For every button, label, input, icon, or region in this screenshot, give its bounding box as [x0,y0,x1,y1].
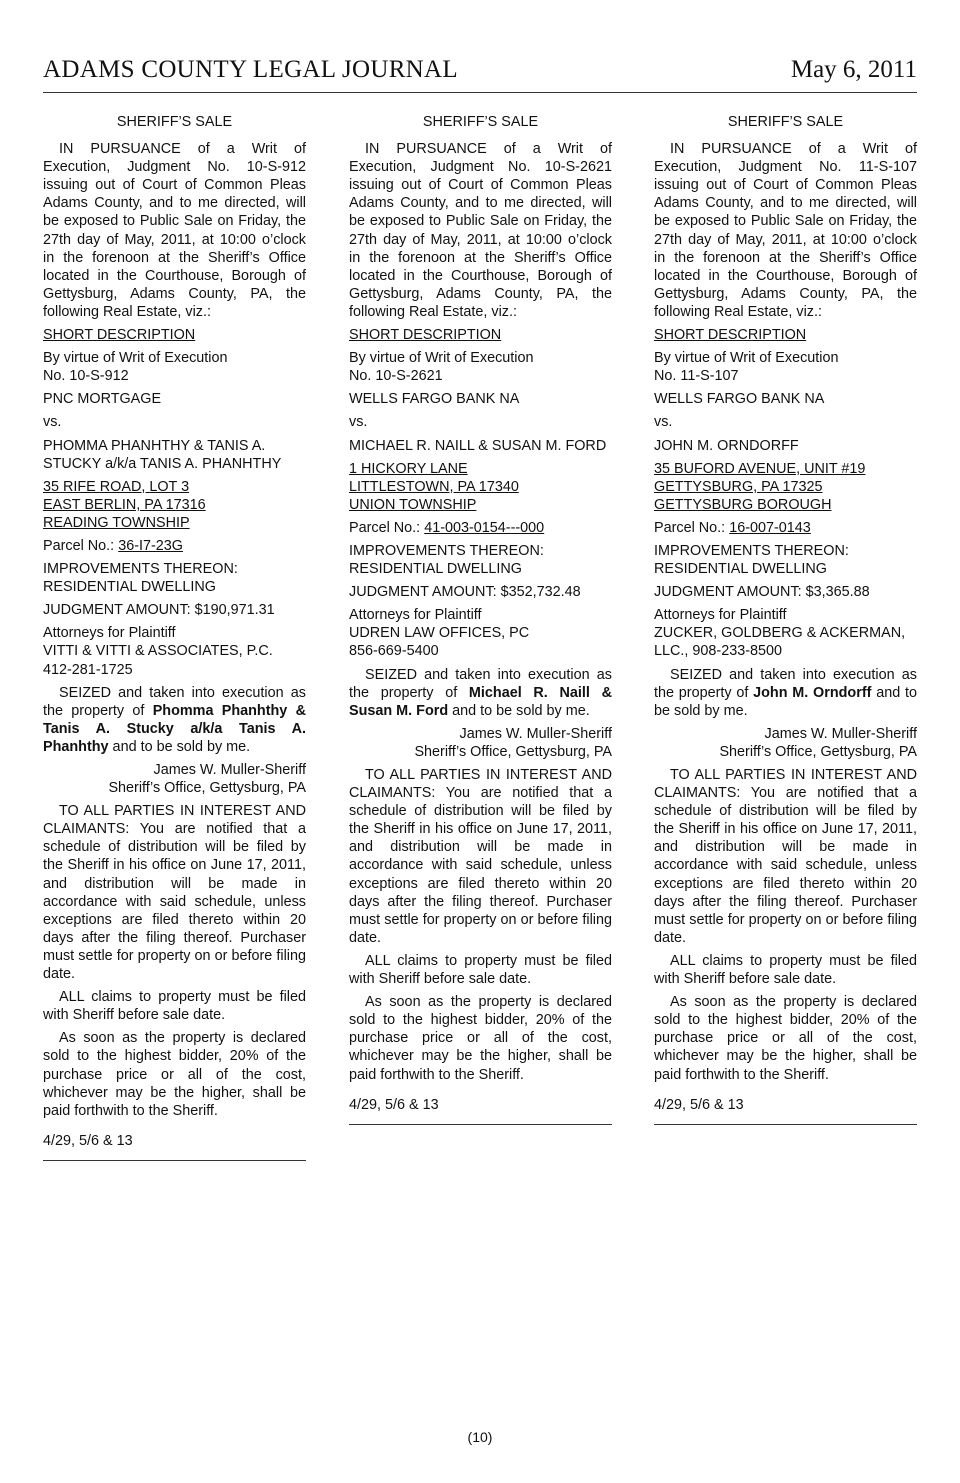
sheriff-sale-notice [349,113,612,1125]
attorney-line: Attorneys for Plaintiff [43,625,176,642]
writ-number: No. 10-S-912 [43,368,129,385]
notice-intro: IN PURSUANCE of a Writ of Execution, Judgment No. 10-S-912 issuing out of Court of Common Pleas Adams County, and to me directed, will be exposed to Public Sale on Friday, the 27th day of May, 2011, at 10:00 o’clock in the forenoon at the Sheriff’s Office located in the Courthouse, Borough of Gettysburg, Adams County, PA, the following Real Estate, viz.: [43,141,306,320]
judgment-amount: JUDGMENT AMOUNT: $190,971.31 [43,602,275,619]
seizure-statement [43,684,306,756]
parties-notice: TO ALL PARTIES IN INTEREST AND CLAIMANTS: You are notified that a schedule of distribution will be filed by the Sheriff in his office on June 17, 2011, and distribution will be made in accordance with said schedule, unless exceptions are filed thereto within 20 days after the filing thereof. Purchaser must settle for property on or before filing date. [654,767,917,946]
attorney-line: UDREN LAW OFFICES, PC [349,625,530,642]
publication-dates: 4/29, 5/6 & 13 [654,1096,744,1113]
publication-dates: 4/29, 5/6 & 13 [43,1132,133,1149]
short-description-heading: SHORT DESCRIPTION [654,327,807,344]
sheriff-signature [654,725,917,761]
property-address-line: GETTYSBURG, PA 17325 [654,478,823,495]
parcel-label: Parcel No.: [654,519,730,536]
property-address-line: GETTYSBURG BOROUGH [654,496,832,513]
versus: vs. [349,414,368,431]
attorney-line: ZUCKER, GOLDBERG & ACKERMAN, LLC., 908-233-8500 [654,625,906,660]
sheriff-office: Sheriff’s Office, Gettysburg, PA [719,743,917,760]
versus: vs. [43,414,62,431]
property-address [349,460,612,514]
attorneys [654,606,917,660]
sheriff-signature [43,761,306,797]
improvements-line: IMPROVEMENTS THEREON: [43,561,238,578]
bidder-notice: As soon as the property is declared sold to the highest bidder, 20% of the purchase price or all of the cost, whichever may be the higher, shall be paid forthwith to the Sheriff. [43,1030,306,1119]
property-address-line: 1 HICKORY LANE [349,460,468,477]
versus: vs. [654,414,673,431]
notice-divider [43,1160,306,1161]
bidder-notice: As soon as the property is declared sold to the highest bidder, 20% of the purchase price or all of the cost, whichever may be the higher, shall be paid forthwith to the Sheriff. [654,994,917,1083]
judgment-amount: JUDGMENT AMOUNT: $352,732.48 [349,584,581,601]
seizure-text-end: and to be sold by me. [108,738,251,755]
defendant: MICHAEL R. NAILL & SUSAN M. FORD [349,437,607,454]
improvements-line: IMPROVEMENTS THEREON: [654,542,849,559]
improvements-line: RESIDENTIAL DWELLING [654,561,827,578]
seized-owner: Phomma Phanhthy & Tanis A. Stucky a/k/a Tanis A. Phanhthy [43,702,306,755]
parties-notice: TO ALL PARTIES IN INTEREST AND CLAIMANTS: You are notified that a schedule of distribution will be filed by the Sheriff in his office on June 17, 2011, and distribution will be made in accordance with said schedule, unless exceptions are filed thereto within 20 days after the filing thereof. Purchaser must settle for property on or before filing date. [349,767,612,946]
sheriff-name: James W. Muller-Sheriff [153,762,306,778]
parcel-label: Parcel No.: [43,537,119,554]
parcel-label: Parcel No.: [349,519,425,536]
sheriff-sale-notice [43,113,306,1161]
sheriff-sale-notice [654,113,917,1125]
improvements [43,560,306,596]
sheriff-office: Sheriff’s Office, Gettysburg, PA [414,743,612,760]
attorneys [349,606,612,660]
sheriff-name: James W. Muller-Sheriff [459,725,612,742]
notice-intro: IN PURSUANCE of a Writ of Execution, Judgment No. 10-S-2621 issuing out of Court of Common Pleas Adams County, and to me directed, will be exposed to Public Sale on Friday, the 27th day of May, 2011, at 10:00 o’clock in the forenoon at the Sheriff’s Office located in the Courthouse, Borough of Gettysburg, Adams County, PA, the following Real Estate, viz.: [349,141,612,320]
property-address-line: 35 BUFORD AVENUE, UNIT #19 [654,460,866,477]
seizure-statement [349,666,612,720]
attorney-line: Attorneys for Plaintiff [654,607,787,624]
parcel-value: 36-I7-23G [118,537,183,554]
writ-info [654,349,917,385]
writ-line: By virtue of Writ of Execution [43,350,228,367]
notice-divider [654,1124,917,1125]
sheriff-name: James W. Muller-Sheriff [764,725,917,742]
page-number: (10) [467,1429,493,1445]
improvements [349,542,612,578]
short-description-heading: SHORT DESCRIPTION [349,327,502,344]
notice-intro: IN PURSUANCE of a Writ of Execution, Judgment No. 11-S-107 issuing out of Court of Common Pleas Adams County, and to me directed, will be exposed to Public Sale on Friday, the 27th day of May, 2011, at 10:00 o’clock in the forenoon at the Sheriff’s Office located in the Courthouse, Borough of Gettysburg, Adams County, PA, the following Real Estate, viz.: [654,141,917,320]
property-address-line: EAST BERLIN, PA 17316 [43,496,206,513]
seizure-text: SEIZED and taken into execution as the property of [654,666,917,701]
notice-title: SHERIFF’S SALE [116,114,233,130]
improvements-line: IMPROVEMENTS THEREON: [349,542,544,559]
notice-divider [349,1124,612,1125]
writ-number: No. 10-S-2621 [349,368,443,385]
seizure-text: SEIZED and taken into execution as the property of [349,666,612,701]
writ-info [43,349,306,385]
plaintiff: PNC MORTGAGE [43,391,162,408]
parcel-value: 41-003-0154---000 [424,519,545,536]
writ-line: By virtue of Writ of Execution [349,350,534,367]
seizure-text-end: and to be sold by me. [448,702,590,719]
seizure-text: SEIZED and taken into execution as the property of [43,684,306,719]
property-address-line: UNION TOWNSHIP [349,496,477,513]
improvements [654,542,917,578]
judgment-amount: JUDGMENT AMOUNT: $3,365.88 [654,584,870,601]
writ-info [349,349,612,385]
claims-notice: ALL claims to property must be filed with Sheriff before sale date. [654,952,917,988]
bidder-notice: As soon as the property is declared sold to the highest bidder, 20% of the purchase price or all of the cost, whichever may be the higher, shall be paid forthwith to the Sheriff. [349,994,612,1083]
parties-notice: TO ALL PARTIES IN INTEREST AND CLAIMANTS: You are notified that a schedule of distribution will be filed by the Sheriff in his office on June 17, 2011, and distribution will be made in accordance with said schedule, unless exceptions are filed thereto within 20 days after the filing thereof. Purchaser must settle for property on or before filing date. [43,803,306,983]
seizure-statement [654,666,917,720]
property-address-line: READING TOWNSHIP [43,514,190,531]
page-header [43,54,917,93]
property-address [43,478,306,532]
sheriff-signature [349,725,612,761]
property-address [654,460,917,514]
improvements-line: RESIDENTIAL DWELLING [43,579,216,596]
plaintiff: WELLS FARGO BANK NA [349,391,520,408]
seized-owner: John M. Orndorff [753,684,872,701]
parcel-number [43,537,306,555]
notice-title: SHERIFF’S SALE [727,114,844,130]
seizure-text-end: and to be sold by me. [654,684,917,719]
attorney-line: Attorneys for Plaintiff [349,607,482,624]
claims-notice: ALL claims to property must be filed with Sheriff before sale date. [349,952,612,988]
improvements-line: RESIDENTIAL DWELLING [349,561,522,578]
attorney-line: 412-281-1725 [43,661,133,678]
defendant: JOHN M. ORNDORFF [654,437,799,454]
parcel-value: 16-007-0143 [729,519,811,536]
property-address-line: 35 RIFE ROAD, LOT 3 [43,478,190,495]
notice-title: SHERIFF’S SALE [422,114,539,130]
attorneys [43,624,306,678]
property-address-line: LITTLESTOWN, PA 17340 [349,478,519,495]
parcel-number [654,519,917,537]
seized-owner: Michael R. Naill & Susan M. Ford [349,684,612,719]
issue-date: May 6, 2011 [790,56,917,83]
sheriff-office: Sheriff’s Office, Gettysburg, PA [108,780,306,797]
attorney-line: 856-669-5400 [349,643,439,660]
claims-notice: ALL claims to property must be filed with Sheriff before sale date. [43,989,306,1024]
plaintiff: WELLS FARGO BANK NA [654,391,825,408]
attorney-line: VITTI & VITTI & ASSOCIATES, P.C. [43,643,273,660]
short-description-heading: SHORT DESCRIPTION [43,327,196,344]
parcel-number [349,519,612,537]
writ-number: No. 11-S-107 [654,368,739,385]
publication-dates: 4/29, 5/6 & 13 [349,1096,439,1113]
writ-line: By virtue of Writ of Execution [654,350,839,367]
defendant: PHOMMA PHANHTHY & TANIS A. STUCKY a/k/a TANIS A. PHANHTHY [43,437,282,472]
journal-title: ADAMS COUNTY LEGAL JOURNAL [43,56,458,83]
